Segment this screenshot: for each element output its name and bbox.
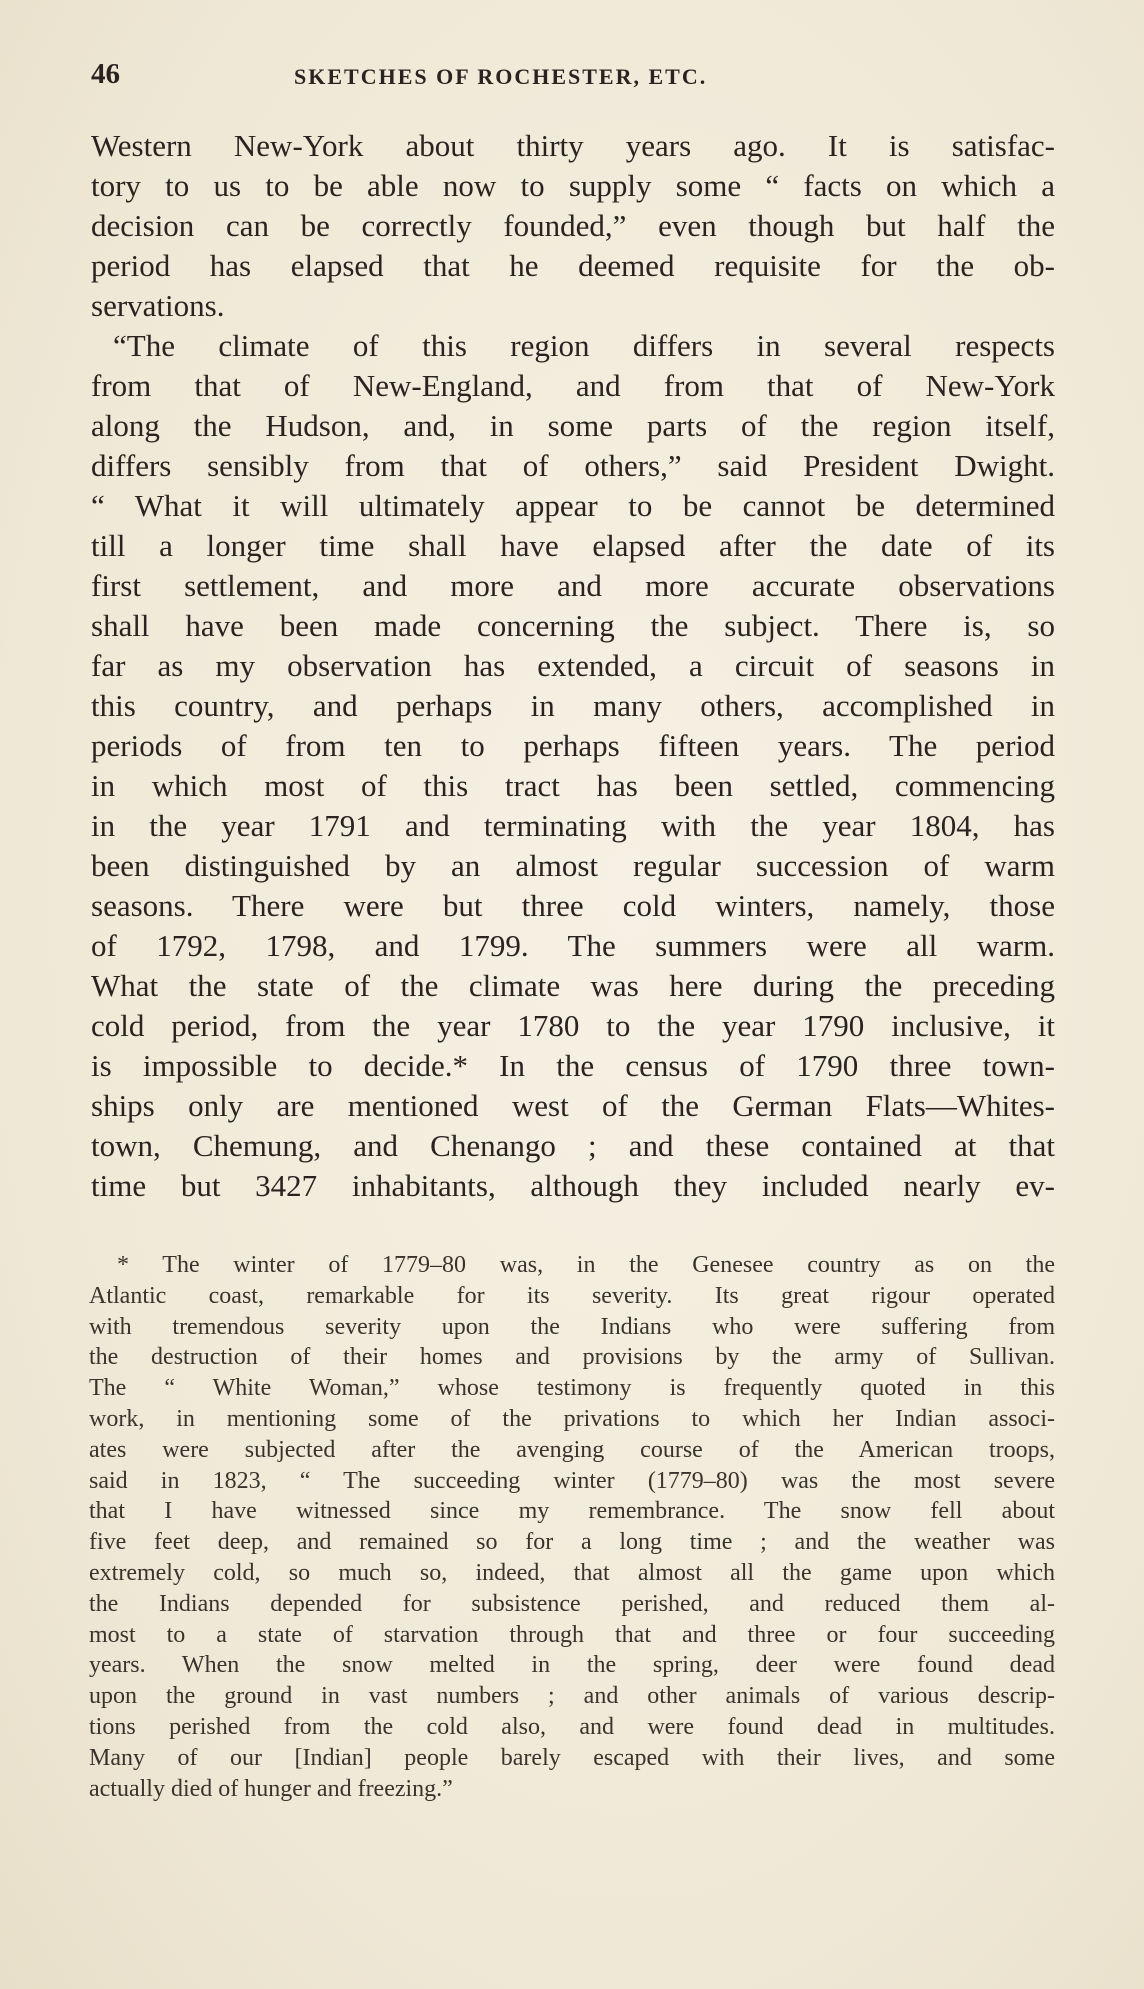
footnote <box>89 1250 1055 1804</box>
footnote-line: upon the ground in vast numbers ; and other animals of various descrip- <box>89 1683 1055 1710</box>
text-line: What the state of the climate was here during the preceding <box>91 968 1055 1003</box>
text-line: far as my observation has extended, a circuit of seasons in <box>91 648 1055 683</box>
footnote-line: extremely cold, so much so, indeed, that almost all the game upon which <box>89 1559 1055 1586</box>
text-line: “ What it will ultimately appear to be cannot be determined <box>91 488 1055 523</box>
footnote-line: five feet deep, and remained so for a long time ; and the weather was <box>89 1529 1055 1556</box>
text-line: is impossible to decide.* In the census of 1790 three town- <box>91 1048 1055 1083</box>
footnote-line: Many of our [Indian] people barely escaped with their lives, and some <box>89 1744 1055 1771</box>
page-header <box>91 58 1055 98</box>
text-line: cold period, from the year 1780 to the year 1790 inclusive, it <box>91 1008 1055 1043</box>
text-line: along the Hudson, and, in some parts of the region itself, <box>91 408 1055 443</box>
footnote-line: the destruction of their homes and provisions by the army of Sullivan. <box>89 1344 1055 1371</box>
text-line: in which most of this tract has been settled, commencing <box>91 768 1055 803</box>
text-line: ships only are mentioned west of the German Flats—Whites- <box>91 1088 1055 1123</box>
text-line: of 1792, 1798, and 1799. The summers were all warm. <box>91 928 1055 963</box>
text-line: in the year 1791 and terminating with the year 1804, has <box>91 808 1055 843</box>
footnote-line: most to a state of starvation through that and three or four succeeding <box>89 1621 1055 1648</box>
text-line: shall have been made concerning the subject. There is, so <box>91 608 1055 643</box>
text-line: servations. <box>91 288 225 323</box>
text-line: town, Chemung, and Chenango ; and these contained at that <box>91 1128 1055 1163</box>
text-line: periods of from ten to perhaps fifteen years. The period <box>91 728 1055 763</box>
running-title: SKETCHES OF ROCHESTER, ETC. <box>294 64 708 89</box>
footnote-line: * The winter of 1779–80 was, in the Genesee country as on the <box>117 1252 1055 1278</box>
footnote-line: tions perished from the cold also, and were found dead in multitudes. <box>89 1713 1055 1740</box>
page-number: 46 <box>91 58 120 90</box>
footnote-line: with tremendous severity upon the Indians who were suffering from <box>89 1313 1055 1340</box>
text-line: decision can be correctly founded,” even though but half the <box>91 208 1055 243</box>
footnote-line: said in 1823, “ The succeeding winter (1779–80) was the most severe <box>89 1467 1055 1494</box>
text-line: been distinguished by an almost regular succession of warm <box>91 848 1055 883</box>
text-line: tory to us to be able now to supply some “ facts on which a <box>91 168 1055 203</box>
text-line: differs sensibly from that of others,” said President Dwight. <box>91 448 1055 483</box>
text-line: Western New-York about thirty years ago. It is satisfac- <box>91 128 1055 163</box>
text-line: from that of New-England, and from that of New-York <box>91 368 1055 403</box>
footnote-line: work, in mentioning some of the privations to which her Indian associ- <box>89 1405 1055 1432</box>
text-line: seasons. There were but three cold winters, namely, those <box>91 888 1055 923</box>
text-line: till a longer time shall have elapsed after the date of its <box>91 528 1055 563</box>
footnote-line: Atlantic coast, remarkable for its severity. Its great rigour operated <box>89 1282 1055 1309</box>
footnote-line: The “ White Woman,” whose testimony is frequently quoted in this <box>89 1375 1055 1402</box>
main-text <box>91 126 1055 1206</box>
footnote-line: the Indians depended for subsistence perished, and reduced them al- <box>89 1590 1055 1617</box>
text-line: this country, and perhaps in many others, accomplished in <box>91 688 1055 723</box>
text-line: first settlement, and more and more accurate observations <box>91 568 1055 603</box>
text-line: period has elapsed that he deemed requisite for the ob- <box>91 248 1055 283</box>
text-line: “The climate of this region differs in several respects <box>113 328 1055 363</box>
footnote-line: actually died of hunger and freezing.” <box>89 1775 453 1802</box>
footnote-line: that I have witnessed since my remembrance. The snow fell about <box>89 1498 1055 1525</box>
text-line: time but 3427 inhabitants, although they included nearly ev- <box>91 1168 1055 1203</box>
footnote-line: ates were subjected after the avenging course of the American troops, <box>89 1436 1055 1463</box>
footnote-line: years. When the snow melted in the spring, deer were found dead <box>89 1652 1055 1679</box>
